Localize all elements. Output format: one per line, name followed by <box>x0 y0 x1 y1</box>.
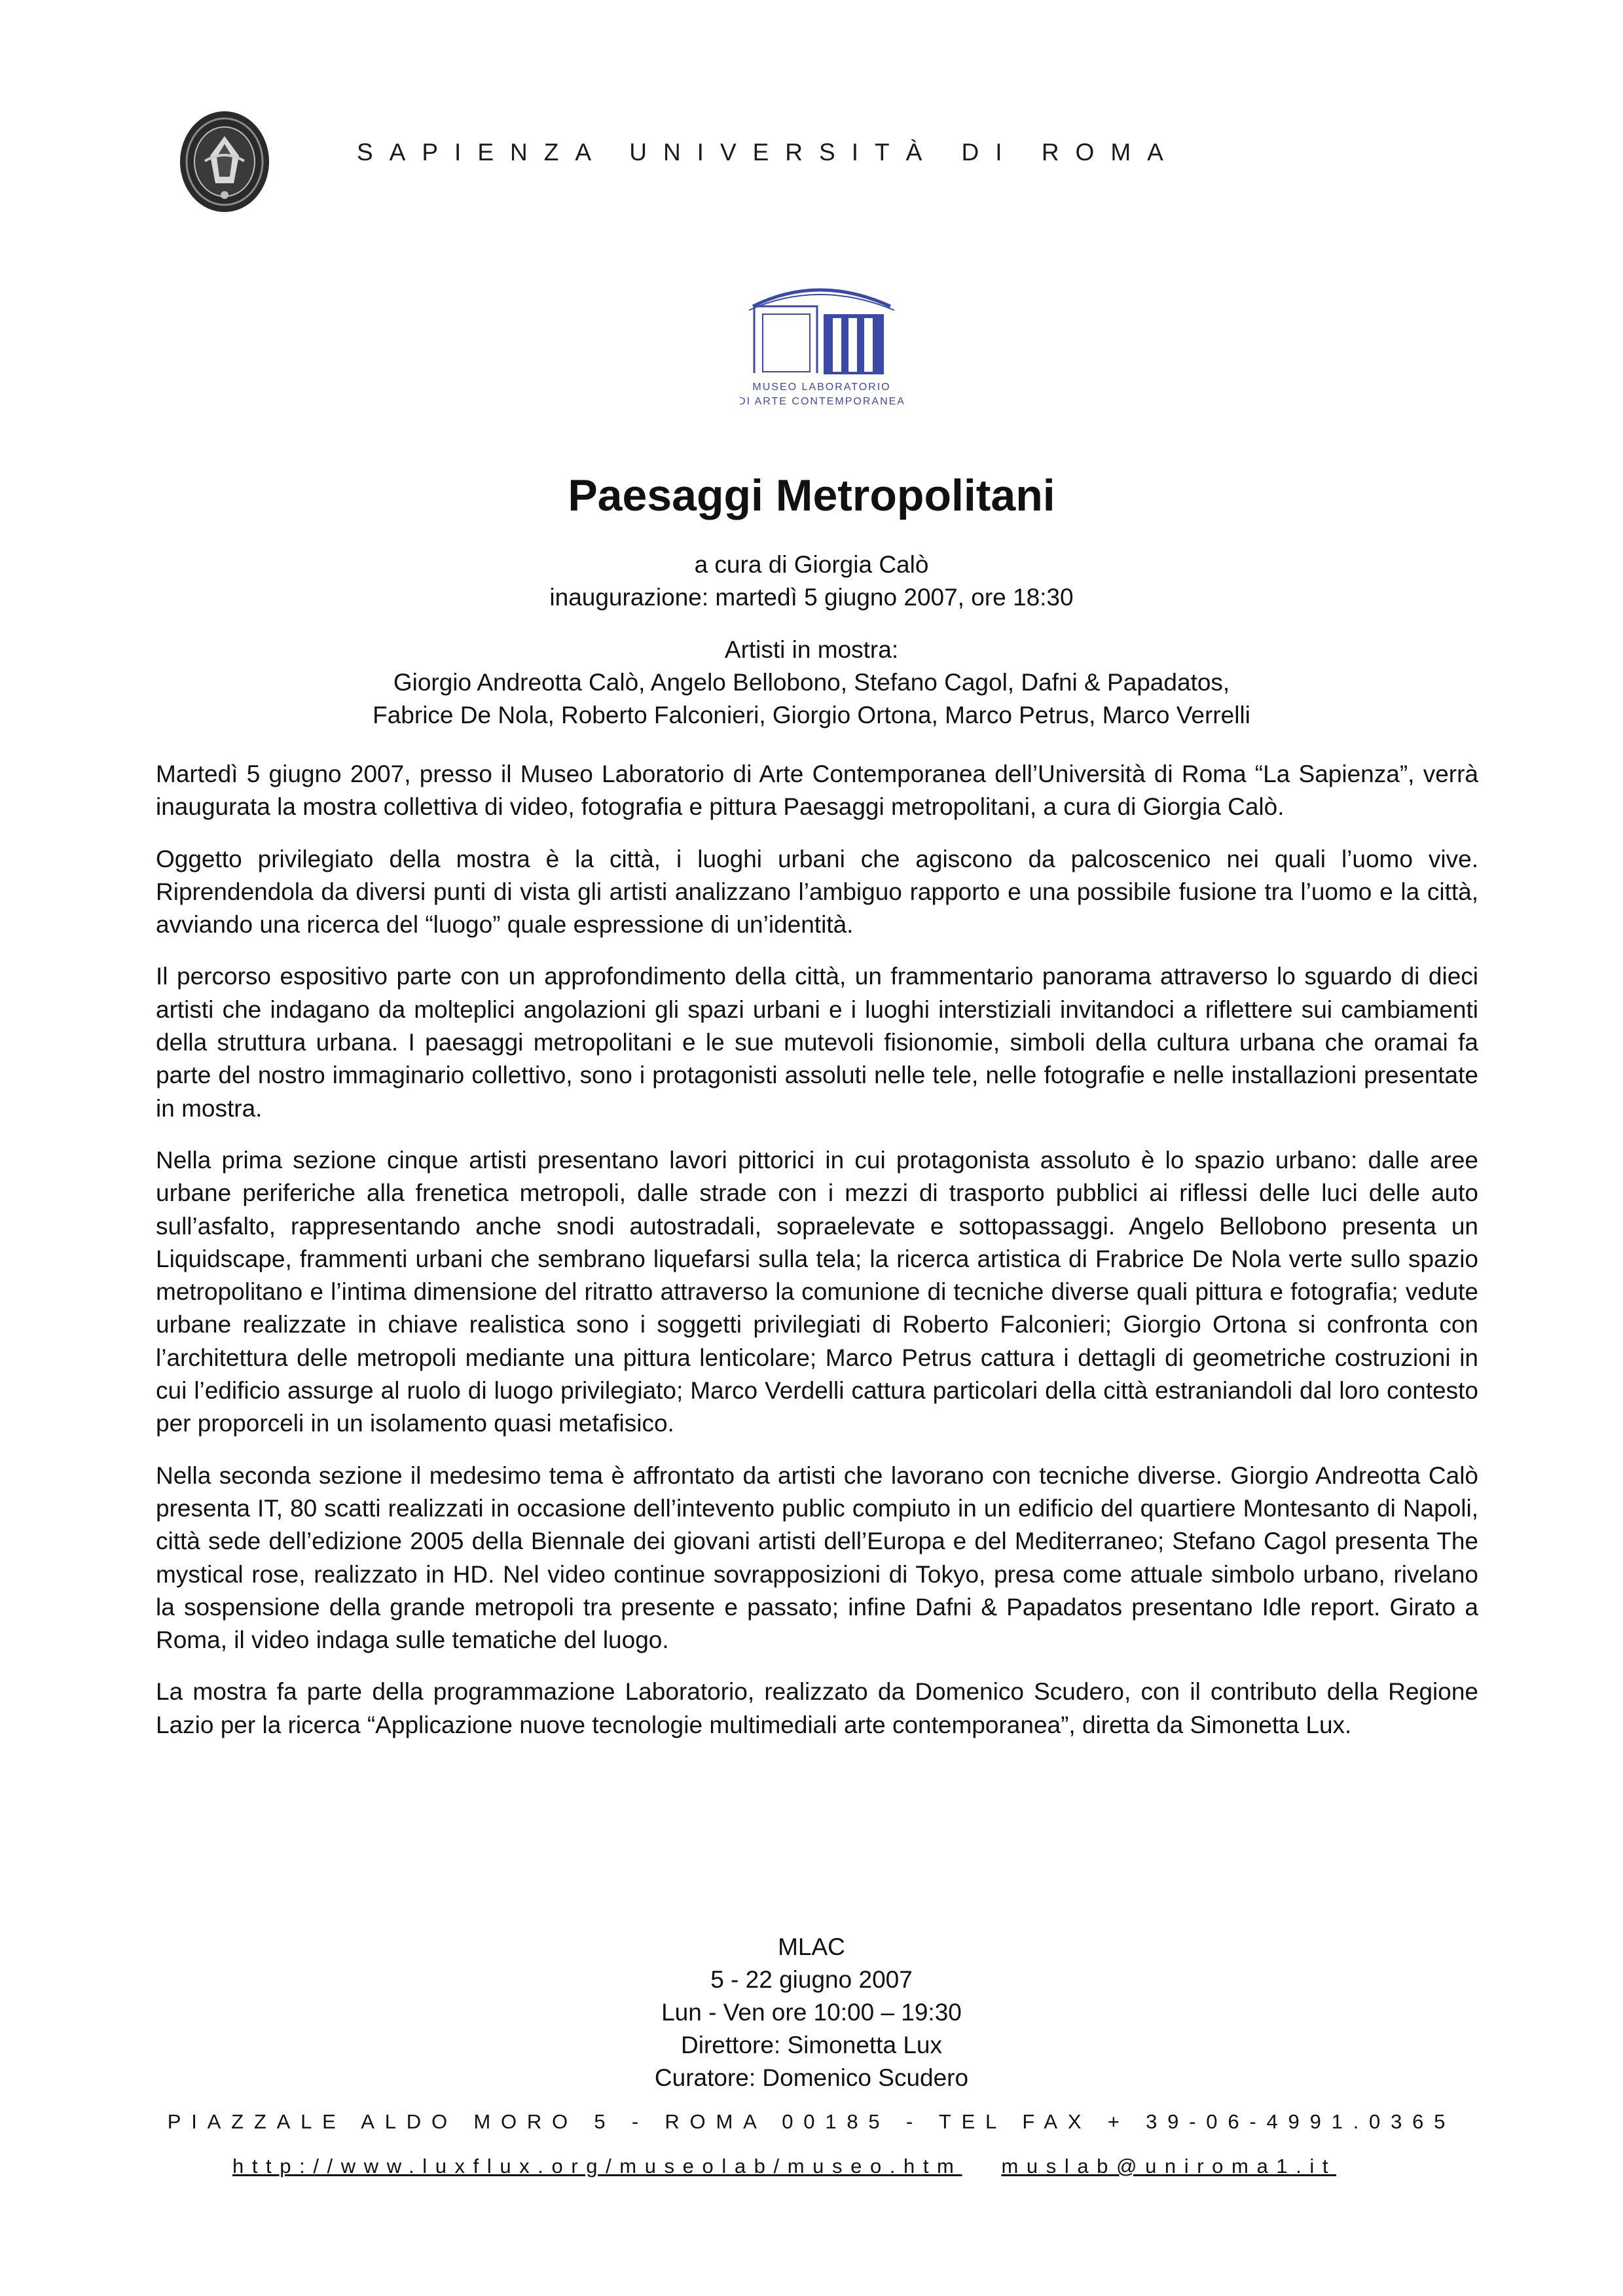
body-paragraph: Nella prima sezione cinque artisti presentano lavori pittorici in cui protagonista assoluto è lo spazio urbano: dalle aree urbane periferiche alla frenetica metropoli, dalle strade con i mezzi di trasporto pubblici ai riflessi delle luci delle auto sull’asfalto, rappresentando anche snodi autostradali, sopraelevate e sottopassaggi. Angelo Bellobono presenta un Liquidscape, frammenti urbani che sembrano liquefarsi sulla tela; la ricerca artistica di Frabrice De Nola verte sullo spazio metropolitano e l’intima dimensione del ritratto attraverso la comunione di tecniche diverse quali pittura e fotografia; vedute urbane realizzate in chiave realistica sono i soggetti privilegiati di Roberto Falconieri; Giorgio Ortona si confronta con l’architettura delle metropoli mediante una pittura lenticolare; Marco Petrus cattura i dettagli di geometriche costruzioni in cui l’edificio assurge al ruolo di luogo privilegiato; Marco Verdelli cattura particolari della città estraniandoli dal loro contesto per proporceli in un isolamento quasi metafisico. <box>156 1146 1478 1437</box>
page-title: Paesaggi Metropolitani <box>568 471 1055 520</box>
artists-heading: Artisti in mostra: <box>724 636 899 663</box>
venue-name: MLAC <box>778 1933 845 1960</box>
exhibition-dates: 5 - 22 giugno 2007 <box>710 1966 913 1993</box>
university-seal-logo <box>179 110 270 213</box>
email-link[interactable]: muslab@uniroma1.it <box>1001 2155 1337 2178</box>
museum-logo-text-line2: DI ARTE CONTEMPORANEA <box>740 396 903 407</box>
opening-line: inaugurazione: martedì 5 giugno 2007, ore 18:30 <box>549 584 1074 611</box>
university-header: SAPIENZA UNIVERSITÀ DI ROMA <box>357 139 1180 166</box>
opening-hours: Lun - Ven ore 10:00 – 19:30 <box>661 1999 962 2026</box>
press-release-body <box>156 758 1478 1761</box>
artists-block <box>0 634 1623 732</box>
footer-address: PIAZZALE ALDO MORO 5 - ROMA 00185 - TEL FAX + 39-06-4991.0365 <box>167 2110 1456 2133</box>
body-paragraph: Il percorso espositivo parte con un approfondimento della città, un frammentario panorama attraverso lo sguardo di dieci artisti che indagano da molteplici angolazioni gli spazi urbani e i luoghi interstiziali invitandoci a riflettere sui cambiamenti della struttura urbana. I paesaggi metropolitani e le sue mutevoli fisionomie, simboli della cultura urbana che oramai fa parte del nostro immaginario collettivo, sono i protagonisti assoluti nelle tele, nelle fotografie e nelle installazioni presentate in mostra. <box>156 963 1478 1122</box>
exhibition-info <box>0 1931 1623 2094</box>
body-paragraph: Oggetto privilegiato della mostra è la città, i luoghi urbani che agiscono da palcoscenico nei quali l’uomo vive. Riprendendola da diversi punti di vista gli artisti analizzano l’ambiguo rapporto e una possibile fusione tra l’uomo e la città, avviando una ricerca del “luogo” quale espressione di un’identità. <box>156 845 1478 939</box>
body-paragraph: Martedì 5 giugno 2007, presso il Museo Laboratorio di Arte Contemporanea dell’Università di Roma “La Sapienza”, verrà inaugurata la mostra collettiva di video, fotografia e pittura Paesaggi metropolitani, a cura di Giorgia Calò. <box>156 761 1478 821</box>
museum-logo-text-line1: MUSEO LABORATORIO <box>752 382 891 393</box>
artists-line-2: Fabrice De Nola, Roberto Falconieri, Giorgio Ortona, Marco Petrus, Marco Verrelli <box>373 702 1250 728</box>
website-link[interactable]: http://www.luxflux.org/museolab/museo.htm <box>232 2155 962 2178</box>
body-paragraph: La mostra fa parte della programmazione Laboratorio, realizzato da Domenico Scudero, con il contributo della Regione Lazio per la ricerca “Applicazione nuove tecnologie multimediali arte contemporanea”, diretta da Simonetta Lux. <box>156 1678 1478 1738</box>
director-line: Direttore: Simonetta Lux <box>681 2032 942 2058</box>
body-paragraph: Nella seconda sezione il medesimo tema è affrontato da artisti che lavorano con tecniche diverse. Giorgio Andreotta Calò presenta IT, 80 scatti realizzati in occasione dell’intevento public compiuto in un edificio del quartiere Montesanto di Napoli, città sede dell’edizione 2005 della Biennale dei giovani artisti dell’Europa e del Mediterraneo; Stefano Cagol presenta The mystical rose, realizzato in HD. Nel video continue sovrapposizioni di Tokyo, presa come attuale simbolo urbano, rivelano la sospensione della grande metropoli tra presente e passato; infine Dafni & Papadatos presentano Idle report. Girato a Roma, il video indaga sulle tematiche del luogo. <box>156 1462 1478 1654</box>
subtitle-block <box>0 548 1623 614</box>
artists-line-1: Giorgio Andreotta Calò, Angelo Bellobono, Stefano Cagol, Dafni & Papadatos, <box>393 669 1230 696</box>
curator-info-line: Curatore: Domenico Scudero <box>654 2064 969 2091</box>
footer-links <box>232 2155 1336 2178</box>
museum-logo <box>740 275 903 416</box>
curator-line: a cura di Giorgia Calò <box>694 551 929 578</box>
